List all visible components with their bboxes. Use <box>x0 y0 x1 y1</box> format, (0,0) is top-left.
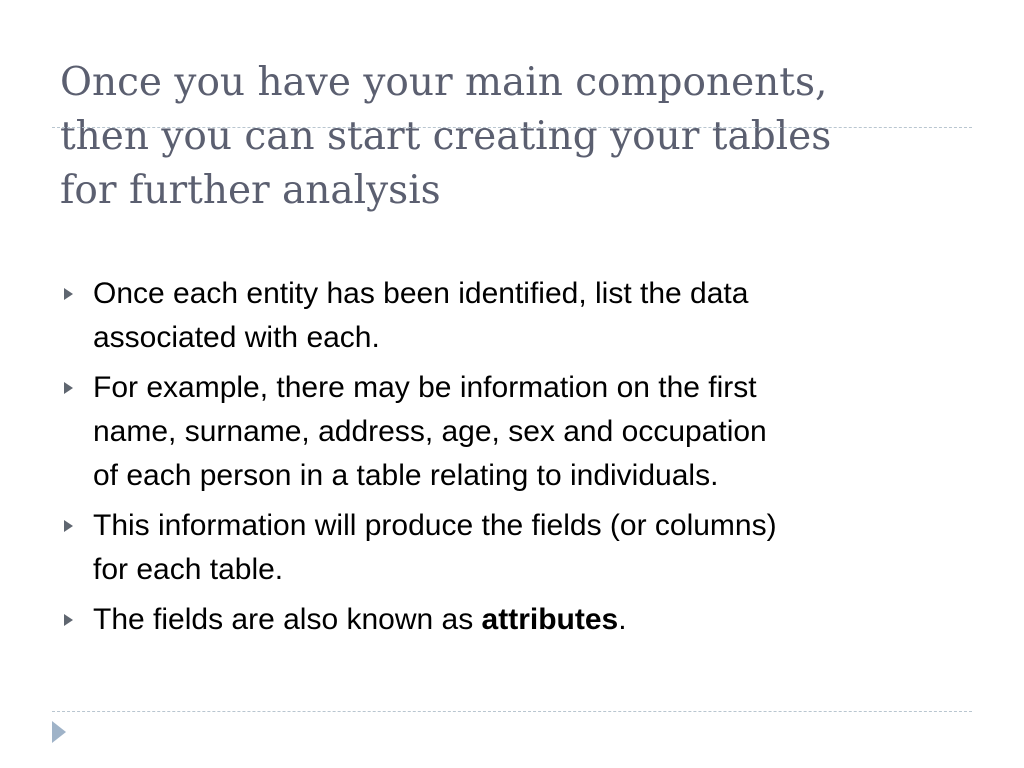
slide-title <box>60 56 980 218</box>
next-arrow-icon[interactable] <box>52 721 66 743</box>
bullet-text-line <box>93 598 960 642</box>
bullet-item <box>60 504 960 592</box>
title-divider <box>52 127 972 128</box>
bullet-text-line: This information will produce the fields (or columns) <box>93 509 777 542</box>
triangle-right-icon <box>64 288 73 300</box>
triangle-right-icon <box>64 520 73 532</box>
footer-divider <box>52 711 972 712</box>
triangle-right-icon <box>64 382 73 394</box>
bold-term: attributes <box>481 603 619 636</box>
bullet-item <box>60 272 960 360</box>
bullet-text-line: name, surname, address, age, sex and occupation <box>93 415 767 448</box>
bullet-text-line: For example, there may be information on the first <box>93 371 757 404</box>
bullet-list <box>60 272 960 648</box>
bullet-text-line: Once each entity has been identified, list the data <box>93 277 749 310</box>
title-line: Once you have your main components, <box>60 60 828 105</box>
title-line: for further analysis <box>60 168 441 213</box>
title-line: then you can start creating your tables <box>60 114 832 159</box>
bullet-text-line: for each table. <box>93 553 284 586</box>
bullet-item <box>60 366 960 498</box>
triangle-right-icon <box>64 614 73 626</box>
bullet-text-suffix: . <box>618 603 627 636</box>
bullet-text-line: of each person in a table relating to individuals. <box>93 459 719 492</box>
bullet-text-line: associated with each. <box>93 321 380 354</box>
bullet-text-prefix: The fields are also known as <box>93 603 482 636</box>
bullet-item <box>60 598 960 642</box>
